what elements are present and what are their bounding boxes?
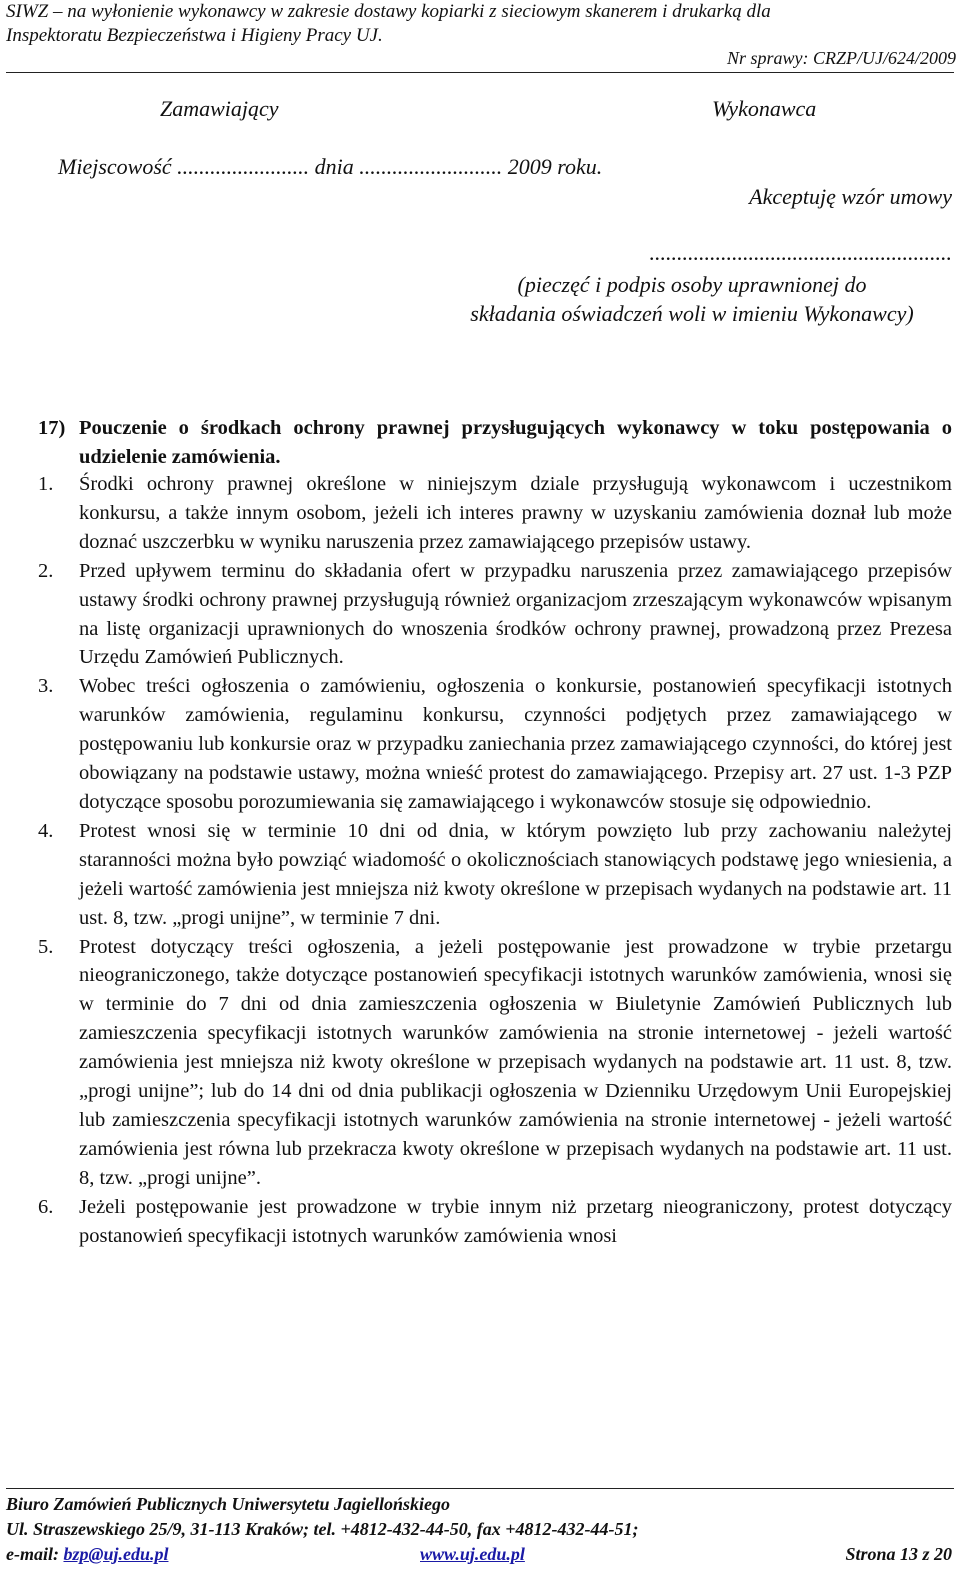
header-title-line2: Inspektoratu Bezpieczeństwa i Higieny Pracy UJ.: [6, 25, 383, 46]
seal-caption-line2: składania oświadczeń woli w imieniu Wykonawcy): [470, 301, 914, 326]
list-item-text: Jeżeli postępowanie jest prowadzone w trybie innym niż przetarg nieograniczony, protest dotyczący postanowień specyfikacji istotnych warunków zamówienia wnosi: [79, 1195, 952, 1247]
accept-contract-text: Akceptuję wzór umowy: [749, 184, 952, 209]
footer-office-name: Biuro Zamówień Publicznych Uniwersytetu Jagiellońskiego: [6, 1494, 451, 1514]
list-item-text: Wobec treści ogłoszenia o zamówieniu, ogłoszenia o konkursie, postanowień specyfikacji istotnych warunków zamówienia, regulaminu konkursu, czynności podjętych przez zamawiającego w postępowaniu lub konkursie oraz w przypadku zaniechania przez zamawiającego czynności, do której jest obowiązany na podstawie ustawy, można wnieść protest do zamawiającego. Przepisy art. 27 ust. 1-3 PZP dotyczące sposobu porozumiewania się zamawiającego i wykonawców stosuje się odpowiednio.: [79, 675, 952, 813]
footer-email-label: e-mail:: [6, 1544, 64, 1564]
list-item-text: Przed upływem terminu do składania ofert w przypadku naruszenia przez zamawiającego przepisów ustawy środki ochrony prawnej przysługują również organizacjom zrzeszającym wykonawców wpisanym na listę organizacji uprawnionych do wnoszenia środków ochrony prawnej, prowadzoną przez Prezesa Urzędu Zamówień Publicznych.: [79, 559, 952, 669]
email-link[interactable]: bzp@uj.edu.pl: [63, 1544, 169, 1564]
list-item: [38, 470, 952, 557]
page-number: Strona 13 z 20: [845, 1544, 952, 1564]
header-title-line1: SIWZ – na wyłonienie wykonawcy w zakresie dostawy kopiarki z sieciowym skanerem i drukarką dla: [6, 1, 771, 22]
section-heading: [38, 414, 952, 472]
case-number: Nr sprawy: CRZP/UJ/624/2009: [726, 48, 956, 68]
list-item-text: Środki ochrony prawnej określone w niniejszym dziale przysługują wykonawcom i uczestnikom konkursu, a także innym osobom, jeżeli ich interes prawny w uzyskaniu zamówienia doznał lub może doznać uszczerbku w wyniku naruszenia przez zamawiającego przepisów ustawy.: [79, 473, 952, 553]
place-date-line: Miejscowość ........................ dnia .......................... 2009 roku.: [58, 154, 603, 179]
list-item-number: 2.: [38, 559, 54, 582]
page-footer: [6, 1488, 954, 1567]
contractor-label: Wykonawca: [712, 96, 817, 121]
list-item: [38, 672, 952, 817]
page-header: [6, 0, 956, 68]
footer-divider: [6, 1488, 954, 1489]
signature-dotted-line: .......................................................: [649, 240, 952, 265]
list-item: [38, 557, 952, 673]
ordering-party-label: Zamawiający: [160, 96, 279, 121]
list-item-number: 6.: [38, 1195, 54, 1218]
points-list: [38, 470, 952, 1250]
footer-address: Ul. Straszewskiego 25/9, 31-113 Kraków; tel. +4812-432-44-50, fax +4812-432-44-51;: [6, 1519, 639, 1539]
list-item-number: 3.: [38, 675, 54, 698]
list-item-number: 1.: [38, 473, 54, 495]
section-title: Pouczenie o środkach ochrony prawnej przysługujących wykonawcy w toku postępowania o udzielenie zamówienia.: [79, 417, 952, 468]
section-number: 17): [38, 417, 66, 439]
list-item-number: 4.: [38, 819, 54, 842]
header-divider: [6, 72, 954, 73]
list-item-text: Protest wnosi się w terminie 10 dni od dnia, w którym powzięto lub przy zachowaniu należytej staranności można było powziąć wiadomość o okolicznościach stanowiących podstawę jego wniesienia, a jeżeli wartość zamówienia jest mniejsza niż kwoty określone w przepisach wydanych na podstawie art. 11 ust. 8, tzw. „progi unijne”, w terminie 7 dni.: [79, 819, 952, 929]
website-link[interactable]: www.uj.edu.pl: [420, 1544, 525, 1564]
list-item: [38, 1193, 952, 1251]
list-item: [38, 933, 952, 1193]
list-item-text: Protest dotyczący treści ogłoszenia, a jeżeli postępowanie jest prowadzone w trybie przetargu nieograniczonego, także dotyczące postanowień specyfikacji istotnych warunków zamówienia, wnosi się w terminie do 7 dni od dnia zamieszczenia ogłoszenia w Biuletynie Zamówień Publicznych lub zamieszczenia specyfikacji istotnych warunków zamówienia na stronie internetowej - jeżeli wartość zamówienia jest mniejsza niż kwoty określone w przepisach wydanych na podstawie art. 11 ust. 8, tzw. „progi unijne”; lub do 14 dni od dnia publikacji ogłoszenia w Dzienniku Urzędowym Unii Europejskiej lub zamieszczenia specyfikacji istotnych warunków zamówienia na stronie internetowej - jeżeli wartość zamówienia jest równa lub przekracza kwoty określone w przepisach wydanych na podstawie art. 11 ust. 8, tzw. „progi unijne”.: [79, 935, 952, 1189]
footer-contact-row: [6, 1542, 954, 1567]
list-item: [38, 817, 952, 933]
seal-caption-line1: (pieczęć i podpis osoby uprawnionej do: [517, 272, 867, 297]
list-item-number: 5.: [38, 935, 54, 958]
seal-caption: [432, 270, 952, 328]
